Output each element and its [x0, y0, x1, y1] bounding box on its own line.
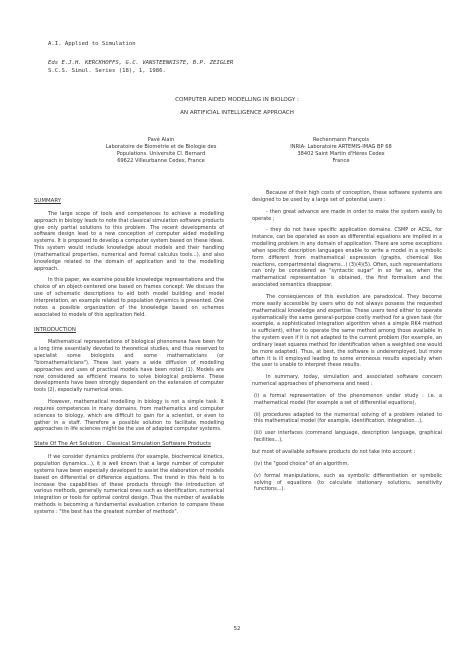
author-country: France [332, 158, 350, 164]
paragraph: Mathematical representations of biological phenomena have been for a long time essentially devoted to theoretical studies, and thus reserved to specialist some biologists and some mathematicians (or "biomathematicians"). These last years a wide diffusion of modelling approaches and uses of practical models have been noted (1). Models are now considered as efficient means to solve biological problems. These developments have been strongly dependent on the extension of computer tools (2), especially numerical ones. [34, 339, 224, 394]
subsection-heading: State Of The Art Solution : Classical Simulation Software Products [34, 441, 211, 448]
series-title: A.I. Applied to Simulation [48, 41, 136, 47]
title-line-1: COMPUTER AIDED MODELLING IN BIOLOGY : [175, 97, 299, 103]
author-affiliation: Populations. Université Cl. Bernard [116, 151, 206, 157]
section-heading-summary: SUMMARY [34, 198, 62, 204]
section-heading-introduction: INTRODUCTION [34, 326, 76, 333]
page-number: 52 [233, 626, 241, 632]
author-affiliation: INRIA- Laboratoire ARTEMIS-IMAG BP 68 [290, 144, 392, 150]
paragraph: The consequences of this evolution are paradoxical. They become more easily accessible by users who do not always possess the requested mathematical knowledge and expertise. These users tend either to operate systematically the same general-purpose costly method for a given task (for example, a sophisticated integration algorithm when a simple RK4 method is sufficient), either to operate the same method among those available in the system even if it is not adapted to the current problem (for example, an ordinary least squares method for identification when a weighted one would be more adapted). Thus, at best, the software is underemployed, but more often it is ill employed leading to some erroneous results especially when the user is unable to interpret these results. [252, 293, 442, 369]
paper-title [0, 97, 474, 123]
author-name: Pavé Alain [147, 137, 175, 143]
paragraph: In summary, today, simulation and associated software concern numerical approaches of phenomena and need : [252, 374, 442, 388]
paragraph: The large scope of tools and competences to achieve a modelling approach in biology leads to note that classical simulation software products give only partial solutions to this problem. The recent developments of software design lead to a new conception of computer aided modelling systems. It is proposed to develop a computer system based on these ideas. This system would include knowledge about models and their handling (mathematical properties, numerical and formal calculus tools...), and also knowledge related to the domain of application and to the modelling approach. [34, 210, 224, 272]
right-column [252, 190, 442, 498]
editors-line: Eds E.J.H. KERCKHOFFS, G.C. VANSTEENKISTE, B.P. ZEIGLER [48, 59, 234, 66]
paragraph: but most of available software products do not take into account : [252, 449, 416, 455]
list-item: (iii) user interfaces (command language, description language, graphical facilities...), [254, 430, 442, 444]
author-address: 38402 Saint Martin d'Hères Cedex [297, 151, 385, 157]
paragraph: If we consider dynamics problems (for example, biochemical kinetics, population dynamics...), it is well known that a large number of computer systems have been especially developed to assist the elaboration of models based on differential or difference equations. The trend in this field is to increase the capabilities of these products through the introduction of various methods, generally numerical ones such as identification, numerical integration or tools for optimal control design. Thus the number of available methods is becoming a fundamental evaluation criterion to compare these systems : "the best has the greatest number of methods". [34, 454, 224, 515]
paragraph: Because of their high costs of conception, these software systems are designed to be used by a large set of potential users : [252, 190, 442, 203]
author-affiliation: Laboratoire de Biométrie et de Biologie des [105, 144, 217, 150]
list-item: (iv) the "good choice" of an algorithm, [254, 460, 349, 467]
paragraph: In this paper, we examine possible knowledge representations and the choice of an object-centered one based on frames concept. We discuss the use of schematic descriptions to aid both model building and model interpretation, an example related to population dynamics is presented. One notes a possible organization of the knowledge based on schemes associated to models of this application field. [34, 277, 225, 318]
paragraph: However, mathematical modelling in biology is not a simple task. It requires competences in many domains, from mathematics and computer sciences to biology, which are difficult to gain for a scientist, or even to gather in a staff. Therefore a possible solution to facilitate modelling approaches in life sciences might be the use of adapted computer systems. [34, 399, 224, 433]
bullet-paragraph: - then great advance are made in order to make the system easily to operate ; [252, 208, 442, 222]
list-item: (i) a formal representation of the phenomenon under study : i.e. a mathematical model (for example a set of differential equations), [254, 392, 442, 406]
citation-header [48, 40, 233, 76]
author-name: Rechenmann François [313, 137, 369, 143]
list-item: (v) formal manipulations, such as symbolic differentiation or symbolic solving of equations (to calculate stationary solutions, sensitivity functions...). [254, 472, 442, 493]
bullet-paragraph: - they do not have specific application domains. CSMP or ACSL, for instance, can be operated as soon as differential equations are implied in a modelling problem in any domain of application. There are some exceptions when specific description languages enable to write a model in a symbolic form different from mathematical expression (graphs, chemical like reactions, compartmental diagrams...) (3)(4)(5). Often, such representations can only be considered as "syntactic sugar" in so far as, when the mathematical representation is obtained, the first formalism and the associated semantics disappear. [252, 227, 442, 289]
title-line-2: AN ARTIFICIAL INTELLIGENCE APPROACH [180, 110, 294, 116]
author-block-left [76, 137, 246, 165]
author-block-right [256, 137, 426, 165]
list-item: (ii) procedures adapted to the numerical solving of a problem related to this mathematical model (for example, identification, integration...), [254, 411, 442, 425]
left-column [34, 190, 224, 521]
author-address: 69622 Villeurbanne Cedex, France [117, 158, 205, 164]
series-reference: S.C.S. Simul. Series (18), 1, 1986. [48, 68, 166, 75]
